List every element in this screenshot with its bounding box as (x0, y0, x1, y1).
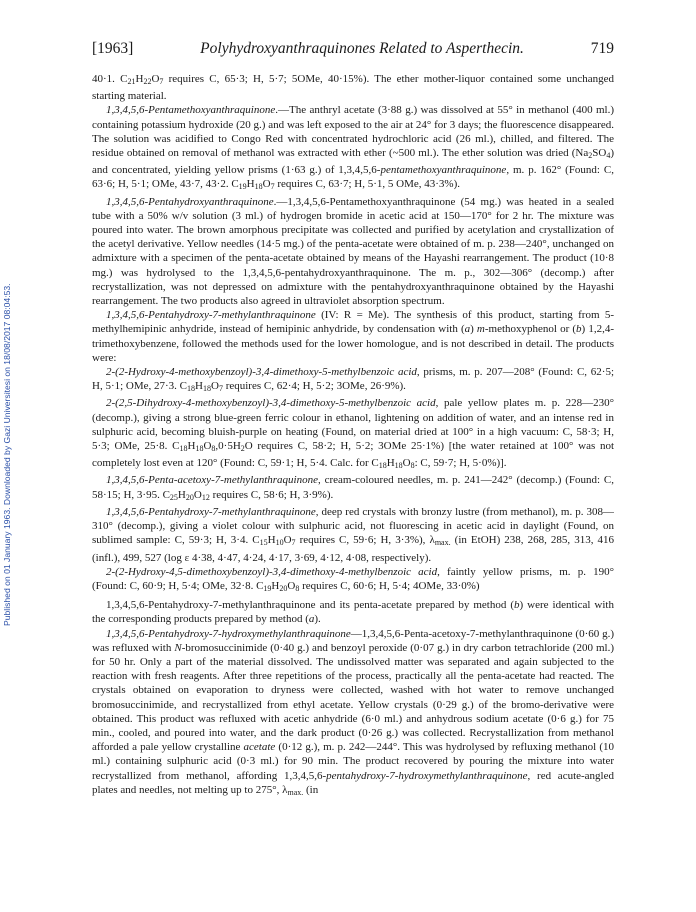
journal-year: [1963] (92, 40, 134, 57)
text-run: H (271, 579, 280, 592)
text-run: , prisms, m. p. 207—208° (Found: C, 62·5; H, 5·1; OMe, 27·3. C (92, 366, 614, 393)
paragraph-p5 (92, 365, 614, 396)
text-run: requires C, 58·6; H, 3·9%). (209, 488, 334, 501)
text-run: O (287, 579, 296, 592)
text-run: H (135, 73, 144, 85)
text-run: requires C, 63·7; H, 5·1, 5 OMe, 43·3%). (274, 178, 460, 191)
italic-text: N (174, 641, 182, 654)
subscript-text: 8 (211, 444, 216, 454)
text-run: requires C, 65·3; H, 5·7; 5OMe, 40·15%). The ether mother-liquor contained some unchanged starting material. (92, 73, 614, 103)
subscript-text: 7 (218, 384, 223, 394)
italic-text: 1,3,4,5,6-Penta-acetoxy-7-methylanthraquinone (106, 474, 318, 487)
publication-side-note: Published on 01 January 1963. Downloaded by Gazi Universitesi on 18/08/2017 08:04:53. (2, 283, 12, 627)
text-run: —1,3,4,5,6-Penta-acetoxy-7-methylanthraquinone (0·60 g.) was refluxed with (92, 627, 614, 654)
subscript-text: 18 (202, 384, 211, 394)
text-run: ) 1,2,4-trimethoxybenzene, followed the methods used for the lower homologue, and is not described in detail. The products were: (92, 323, 614, 364)
text-run: requires C, 59·6; H, 3·3%), λ (295, 534, 435, 547)
subscript-text: 7 (270, 182, 275, 192)
text-run: O (262, 178, 271, 191)
text-run: (0·12 g.), m. p. 242—244°. This was hydrolysed by refluxing methanol (10 ml.) containing sulphuric acid (0·3 ml.) for 90 min. The product recovered by pouring the mixture into water recrystallized from methanol, affording 1,3,4,5,6- (92, 741, 614, 782)
text-run: ) and concentrated, yielding yellow prisms (1·63 g.) of 1,3,4,5,6- (92, 147, 614, 177)
paragraph-p4 (92, 308, 614, 365)
subscript-text: 20 (185, 492, 194, 502)
text-run: ) were identical with the corresponding products prepared by method ( (92, 599, 614, 626)
text-run: O (193, 488, 202, 501)
text-run: 1,3,4,5,6-Pentahydroxy-7-methylanthraquinone and its penta-acetate prepared by method ( (106, 599, 515, 612)
italic-text: 2-(2-Hydroxy-4-methoxybenzoyl)-3,4-dimethoxy-5-methylbenzoic acid (106, 366, 417, 379)
subscript-text: 2 (588, 151, 593, 161)
running-title: Polyhydroxyanthraquinones Related to Asperthecin. (200, 40, 524, 57)
subscript-text: 18 (394, 461, 403, 471)
text-run: (in (303, 783, 319, 796)
subscript-text: 18 (254, 182, 263, 192)
text-run: SO (592, 147, 607, 160)
subscript-text: max. (287, 787, 304, 797)
text-run: requires C, 62·4; H, 5·2; 3OMe, 26·9%). (222, 380, 406, 393)
paragraph-p8 (92, 505, 614, 565)
subscript-text: 7 (159, 77, 164, 86)
text-run: : C, 59·7; H, 5·0%)]. (414, 457, 507, 470)
italic-text: 2-(2-Hydroxy-4,5-dimethoxybenzoyl)-3,4-dimethoxy-4-methylbenzoic acid (106, 565, 438, 578)
subscript-text: 4 (606, 151, 611, 161)
text-run: , cream-coloured needles, m. p. 241—242° (decomp.) (Found: C, 58·15; H, 3·95. C (92, 474, 614, 501)
subscript-text: 2 (240, 444, 245, 454)
text-run: (in EtOH) 238, 268, 285, 313, 416 (infl.), 499, 527 (log ε 4·38, 4·47, 4·24, 4·17, 3·69, 4·12, 4·08, respectively). (92, 534, 614, 564)
paragraph-p10 (92, 598, 614, 626)
text-run: , m. p. 162° (Found: C, 63·6; H, 5·1; OMe, 43·7, 43·2. C (92, 164, 614, 191)
subscript-text: 8 (295, 583, 300, 593)
text-run: O (210, 380, 219, 393)
paragraph-p7 (92, 473, 614, 504)
italic-text: pentamethoxyanthraquinone (380, 164, 507, 177)
text-run: , pale yellow plates m. p. 228—230° (decomp.), giving a strong blue-green ferric colour in ethanol, lightening on addition of water, and an intense red in sulphuric acid, becoming bluish-purple on heating (Found, on material dried at 100° in a high vacuum: C, 58·3; H, 5·3; OMe, 25·8. C (92, 397, 614, 453)
italic-text: 1,3,4,5,6-Pentahydroxy-7-hydroxymethylanthraquinone (106, 627, 351, 640)
subscript-text: 21 (127, 77, 136, 86)
article-body (92, 72, 614, 902)
text-run: H (246, 178, 255, 191)
italic-text: 1,3,4,5,6-Pentahydroxyanthraquinone (106, 195, 274, 208)
subscript-text: max. (434, 538, 451, 548)
page-header (92, 40, 614, 64)
paragraph-p2 (92, 103, 614, 194)
subscript-text: 18 (378, 461, 387, 471)
text-run: H (386, 457, 395, 470)
italic-text: m (476, 323, 485, 336)
text-run: H (177, 488, 186, 501)
text-run: ). (314, 613, 321, 626)
subscript-text: 15 (259, 538, 268, 548)
subscript-text: 8 (410, 461, 415, 471)
text-run: -bromosuccinimide (0·40 g.) and benzoyl peroxide (0·07 g.) in dry carbon tetrachloride (200 ml.) for 50 hr. Only a part of the material dissolved. The undissolved matter was separated and again subjected to the reaction with fresh reagents. After three repetitions of the process, practically all the penta-acetate had reacted. The crystals obtained on evaporation to dryness were collected, washed with hot water to remove unchanged bromosuccinimide, and recrystallized from ethyl acetate. Yellow crystals (0·29 g.) of the bromo-derivative were obtained. This product was refluxed with acetic anhydride (6·0 ml.) and anhydrous sodium acetate (0·6 g.) for 75 min., cooled, and poured into water, and the dark product (0·26 g.) was collected. Recrystallization from methanol afforded a pale yellow crystalline (92, 641, 614, 754)
italic-text: a (464, 323, 471, 336)
text-run: ,0·5H (215, 440, 241, 453)
text-run: O (402, 457, 411, 470)
subscript-text: 18 (187, 384, 196, 394)
subscript-text: 18 (195, 444, 204, 454)
italic-text: pentahydroxy-7-hydroxymethylanthraquinone (326, 769, 528, 782)
subscript-text: 10 (275, 538, 284, 548)
text-run: 40·1. C (92, 73, 128, 85)
text-run: , red acute-angled plates and needles, not melting up to 275°, λ (92, 769, 614, 796)
italic-text: acetate (243, 741, 276, 754)
text-run: O (151, 73, 160, 85)
subscript-text: 19 (263, 583, 272, 593)
italic-text: 1,3,4,5,6-Pentahydroxy-7-methylanthraquinone (106, 505, 316, 518)
text-run: , deep red crystals with bronzy lustre (from methanol), m. p. 308—310° (decomp.), giving a violet colour with sulphuric acid, not fluorescing in acetic acid in daylight (Found, on sublimed sample: C, 59·3; H, 3·4. C (92, 505, 614, 547)
text-run: (IV: R = Me). The synthesis of this product, starting from 5-methylhemipinic anhydride, instead of hemipinic anhydride, by condensation with ( (92, 309, 614, 336)
italic-text: a (308, 613, 315, 626)
paragraph-p11 (92, 627, 614, 800)
text-run: -methoxyphenol or ( (484, 323, 577, 336)
text-run: H (187, 440, 196, 453)
subscript-text: 22 (143, 77, 152, 86)
text-run: requires C, 60·6; H, 5·4; 4OMe, 33·0%) (299, 579, 480, 592)
paragraph-p1 (92, 72, 614, 103)
text-run: O requires C, 58·2; H, 5·2; 3OMe 25·1%) [the water retained at 100° was not completely lost even at 120° (Found: C, 59·1; H, 5·4. Calc. for C (92, 440, 614, 470)
subscript-text: 19 (238, 182, 247, 192)
text-run: , faintly yellow prisms, m. p. 190° (Found: C, 60·9; H, 5·4; OMe, 32·8. C (92, 565, 614, 592)
text-run: ) (470, 323, 477, 336)
subscript-text: 25 (169, 492, 178, 502)
subscript-text: 7 (291, 538, 296, 548)
paragraph-p6 (92, 396, 614, 473)
page-number: 719 (590, 40, 614, 57)
italic-text: 1,3,4,5,6-Pentahydroxy-7-methylanthraquinone (106, 309, 316, 322)
text-run: .—1,3,4,5,6-Pentamethoxyanthraquinone (54 mg.) was heated in a sealed tube with a 50% w/v solution (3 ml.) of hydrogen bromide in acetic acid at 150—170° for 2 hr. The mixture was poured into water. The brown amorphous precipitate was collected and purified by acetylation and crystallization of the acetyl derivative. Yellow needles (14·5 mg.) of the penta-acetate were obtained of m. p. 238—240°, unchanged on admixture with a specimen of the penta-acetate obtained by means of the Hayashi rearrangement. The product (10·8 mg.) was hydrolysed to the 1,3,4,5,6-pentahydroxyanthraquinone. The m. p., 302—306° (decomp.) after recrystallization, was not depressed on admixture with the pentahydroxyanthraquinone obtained by the Hayashi rearrangement. The two products also agreed in ultraviolet absorption spectrum. (92, 195, 614, 308)
italic-text: b (514, 599, 520, 612)
subscript-text: 20 (279, 583, 288, 593)
text-run: O (283, 534, 292, 547)
italic-text: 2-(2,5-Dihydroxy-4-methoxybenzoyl)-3,4-dimethoxy-5-methylbenzoic acid (106, 397, 436, 410)
subscript-text: 18 (179, 444, 188, 454)
paragraph-p3 (92, 195, 614, 309)
text-run: .—The anthryl acetate (3·88 g.) was dissolved at 55° in methanol (400 ml.) containing potassium hydroxide (20 g.) and was left exposed to the air at 24° for 3 days; the fluorescence disappeared. The solution was acidified to Congo Red with concentrated hydrochloric acid (26 ml.), chilled, and filtered. The residue obtained on removal of methanol was extracted with ether (~500 ml.). The ether solution was dried (Na (92, 104, 614, 160)
subscript-text: 12 (201, 492, 210, 502)
text-run: H (195, 380, 203, 393)
italic-text: b (576, 323, 582, 336)
italic-text: 1,3,4,5,6-Pentamethoxyanthraquinone (106, 104, 276, 117)
text-run: H (267, 534, 276, 547)
text-run: O (203, 440, 212, 453)
paragraph-p9 (92, 565, 614, 596)
